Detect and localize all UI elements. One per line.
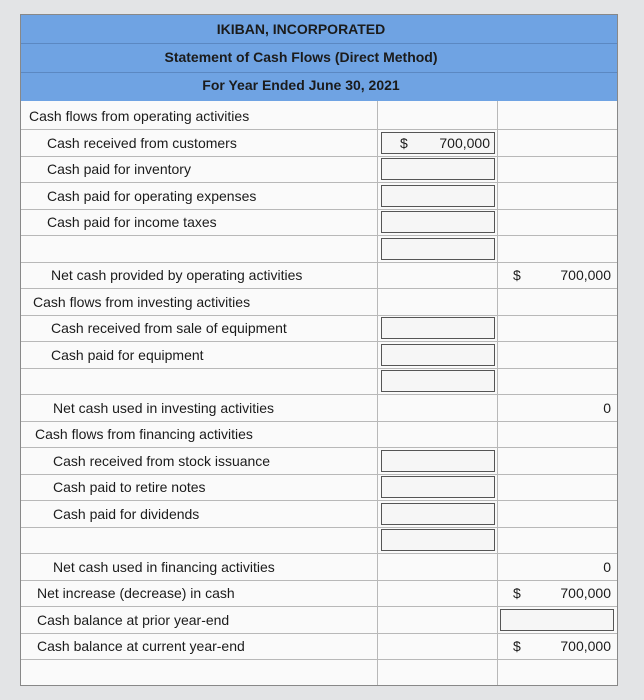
statement-title: Statement of Cash Flows (Direct Method) (164, 49, 438, 65)
row-label: Cash balance at current year-end (37, 638, 245, 654)
amount-input[interactable] (381, 211, 495, 233)
statement-row (21, 607, 617, 633)
currency-symbol: $ (513, 585, 521, 601)
amount-input[interactable] (381, 185, 495, 207)
cash-flow-statement (20, 14, 618, 686)
amount-input[interactable] (381, 503, 495, 525)
row-label: Net cash used in investing activities (53, 400, 274, 416)
statement-row (21, 103, 617, 129)
statement-row (21, 527, 617, 553)
statement-row (21, 183, 617, 209)
statement-row (21, 289, 617, 315)
amount-input[interactable] (381, 529, 495, 551)
statement-row (21, 156, 617, 182)
statement-row (21, 633, 617, 659)
row-label: Cash received from stock issuance (53, 453, 271, 469)
amount-input[interactable] (381, 450, 495, 472)
statement-row (21, 395, 617, 421)
currency-symbol: $ (400, 135, 408, 151)
statement-row (21, 342, 617, 368)
row-label: Cash received from customers (47, 135, 237, 151)
row-label: Net increase (decrease) in cash (37, 585, 235, 601)
row-label: Cash flows from investing activities (33, 294, 251, 310)
row-label: Cash flows from financing activities (35, 426, 253, 442)
row-label: Cash paid for equipment (51, 347, 204, 363)
row-label: Cash paid for operating expenses (47, 188, 257, 204)
statement-period: For Year Ended June 30, 2021 (202, 77, 400, 93)
amount-input[interactable] (381, 476, 495, 498)
amount-input[interactable] (381, 317, 495, 339)
statement-row (21, 236, 617, 262)
currency-symbol: $ (513, 267, 521, 283)
amount-input[interactable] (381, 158, 495, 180)
statement-row (21, 474, 617, 500)
total-input[interactable] (500, 609, 614, 631)
row-label: Cash flows from operating activities (29, 108, 250, 124)
row-label: Cash paid for inventory (47, 161, 191, 177)
statement-row (21, 368, 617, 394)
amount-input[interactable] (381, 344, 495, 366)
amount-input[interactable] (381, 370, 495, 392)
row-label: Cash paid for dividends (53, 506, 200, 522)
statement-row (21, 501, 617, 527)
amount-input[interactable] (381, 132, 495, 154)
total-value: 700,000 (560, 585, 611, 601)
amount-input[interactable] (381, 238, 495, 260)
currency-symbol: $ (513, 638, 521, 654)
statement-row (21, 580, 617, 606)
statement-row (21, 315, 617, 341)
total-value: 700,000 (560, 638, 611, 654)
row-label: Net cash provided by operating activities (51, 267, 303, 283)
total-value: 0 (603, 400, 611, 416)
statement-row (21, 448, 617, 474)
company-name: IKIBAN, INCORPORATED (216, 21, 386, 37)
amount-value: 700,000 (439, 135, 490, 151)
total-value: 0 (603, 559, 611, 575)
row-label: Net cash used in financing activities (53, 559, 275, 575)
row-label: Cash received from sale of equipment (51, 320, 287, 336)
row-label: Cash balance at prior year-end (37, 612, 230, 628)
total-value: 700,000 (560, 267, 611, 283)
statement-row (21, 421, 617, 447)
statement-row (21, 554, 617, 580)
statement-row (21, 130, 617, 156)
statement-row (21, 262, 617, 288)
row-label: Cash paid for income taxes (47, 214, 217, 230)
statement-row (21, 209, 617, 235)
row-label: Cash paid to retire notes (53, 479, 206, 495)
statement-header (21, 15, 617, 101)
